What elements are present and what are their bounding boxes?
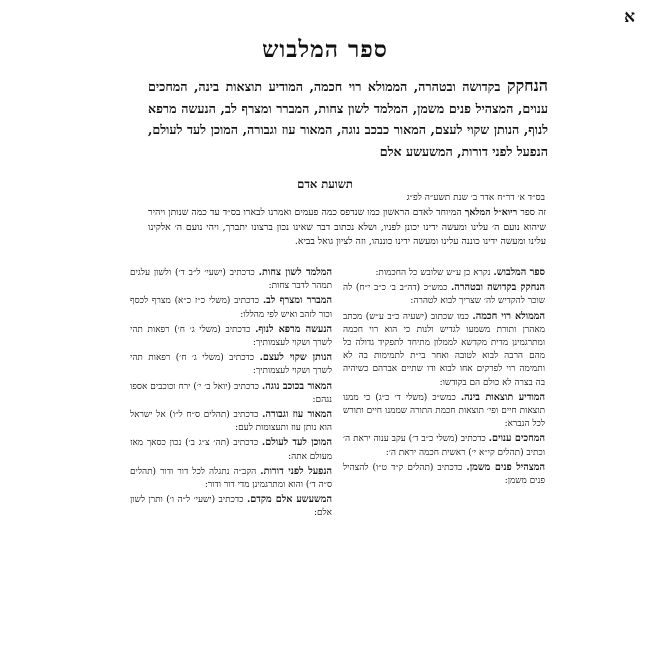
entry-heading: המאור בכוכב נוגה. (261, 380, 332, 392)
entry-heading: המוכן לעד לעולם. (261, 437, 332, 449)
entry-heading: המחכים ענוים. (488, 433, 545, 445)
section-date: בס״ד א׳ דר״ח אדר ב׳ שנת תשע״ה לפ״ג (406, 193, 545, 203)
entry-heading: המלמד לשון צחות. (258, 267, 332, 278)
entry-text: כדכתיב (משלי ג׳ ח׳) רפאות תהי לשרך ושקוי לעצמותיך: (130, 353, 332, 377)
commentary-entry (130, 323, 332, 350)
page-number: א (624, 7, 635, 27)
section-title: תשועת אדם (297, 177, 353, 191)
commentary-column-right (343, 266, 545, 489)
commentary-entry (343, 432, 545, 459)
entry-text: כדכתיב (תהלים ס״ח ל״ו) אל ישראל הוא נותן עוז ותעצומות לעם: (130, 410, 332, 434)
entry-text: כדכתיב (ישעי׳ ל״ה ו׳) ותרן לשון אלם: (130, 495, 332, 519)
commentary-entry (343, 310, 545, 390)
entry-text: כדכתיב (ישעי׳ ל״ב ד׳) ולשון עלגים תמהר לדבר צחות: (130, 268, 332, 292)
commentary-entry (130, 465, 332, 492)
entry-text: הקב״ה נתגלה לכל דור ודור (תהלים ס״ה ד׳) והוא ומתרגמינן מדי דור ודור: (130, 466, 332, 491)
entry-heading: הנותן שקוי לעצם. (259, 352, 332, 364)
entry-heading: הנעשה מרפא לנוף. (255, 323, 332, 335)
entry-heading: המצהיל פנים משמן. (466, 461, 545, 473)
entry-heading: המאור עוז וגבורה. (262, 409, 332, 421)
entry-text: נקרא כן ע״ש שלובש כל החכמות: (375, 268, 494, 278)
intro-text: בקדושה ובטהרה, הממולא רוי חכמה, המודיע תוצאות בינה, המחכים ענוים, המצהיל פנים משמן, המלמד לשון צחות, המברר ומצרף לב, הנעשה מרפא לנוף, הנותן שקוי לעצם, המאור כבכב נוגה, המאור עוז וגבורה, המוכן לעד לעולם, הנפעל לפני דורות, המשעשע אלם (148, 79, 548, 159)
commentary-entry (130, 493, 332, 520)
section-paragraph-pre: זה ספר (517, 207, 547, 218)
commentary-entry (130, 408, 332, 435)
book-title: ספר המלבוש (262, 36, 388, 63)
intro-first-word: הנחקק (507, 76, 548, 95)
entry-text: כדכתיב (תה׳ צ״ג ב׳) נכון כסאך מאז מעולם אתה: (130, 438, 332, 462)
entry-heading: המשעשע אלם מקדם. (246, 494, 332, 506)
commentary-column-left (130, 266, 332, 522)
section-paragraph (148, 206, 546, 250)
commentary-entry (130, 266, 332, 293)
commentary-entry (130, 380, 332, 407)
commentary-entry (343, 461, 545, 488)
section-paragraph-bold: ריוא״ל המלאך (464, 207, 518, 218)
commentary-entry (130, 294, 332, 321)
entry-heading: הנפעל לפני דורות. (260, 465, 332, 477)
entry-text: כמו שכתוב (ישעיה כ״ב ע״ש) מכתב מאהרן ותורת משמעו לגדיש ולנות כי הוא רוי חכמה ומתרגמינן מדית מקדשא לממלון מתיחד לתפקיד גדולה כל מהם הרבה לבוא לטובה ואחר בי״ת לתמימות בה לא ותמימה רוי לפרקים אחו לבוא ודו שתיים אברהם כשיהיה בה בצרה לא כולם הם בקודשו: (343, 311, 545, 388)
commentary-entry (343, 281, 545, 308)
entry-heading: המודיע תוצאות בינה. (460, 391, 545, 403)
entry-heading: ספר המלבוש. (493, 267, 545, 278)
entry-text: כדכתיב (תהלים ק״ד ט״ו) להצהיל פנים משמן: (343, 462, 545, 487)
entry-text: כמש״כ (דה״ב ב׳ כ״ב י״ח) לה שוכר להקדיש לה׳ שצריך לבוא לטהרה: (343, 283, 545, 307)
entry-heading: המברר ומצרף לב. (262, 295, 332, 307)
commentary-entry (343, 391, 545, 432)
entry-text: כדכתיב (יואל ב׳ י׳) ירח וכוכבים אספו נגהם: (130, 381, 332, 405)
entry-text: כדכתיב (משלי ג׳ ח׳) רפאות תהי לשרך ושקוי לעצמותיך: (130, 324, 332, 349)
entry-text: כמש״כ (משלי ד׳ כ״ג) כי ממנו תוצאות חיים ופי׳ תוצאות חכמת התורה שממנו חיים ותורש לכל הנברא: (343, 392, 545, 430)
section-paragraph-post: המיוחד לאדם הראשון כמו שנדפס כמה פעמים ואמרנו לבארו בס״ד עד כמה שנותן ויהיר שיהוא נועם ה׳ עלינו ומעשה ידינו יכונן לפניו, ושלא נכתוב דבר שאינו נכון ברצונו יתברך, ויהי נועם ה׳ אלקינו עלינו ומעשה ידינו כוננה עלינו ומעשה ידינו כוננהו, וזה לציון גואל בביא. (148, 207, 546, 248)
entry-text: כדכתיב (משלי כ״ב ד׳) עקב ענוה יראת ה׳ וכתיב (תהלים קי״א י׳) ראשית חכמה יראת ה׳: (343, 434, 545, 458)
commentary-entry (343, 266, 545, 280)
commentary-entry (130, 351, 332, 378)
intro-paragraph (148, 75, 548, 162)
commentary-entry (130, 436, 332, 463)
entry-heading: הממולא רוי חכמה. (472, 310, 545, 322)
entry-text: כדכתיב (משלי כ״ז כ״א) מצרף לכסף וכור לזהב ואיש לפי מהללו: (130, 296, 332, 320)
entry-heading: הנחקק בקדושה ובטהרה. (450, 282, 545, 294)
